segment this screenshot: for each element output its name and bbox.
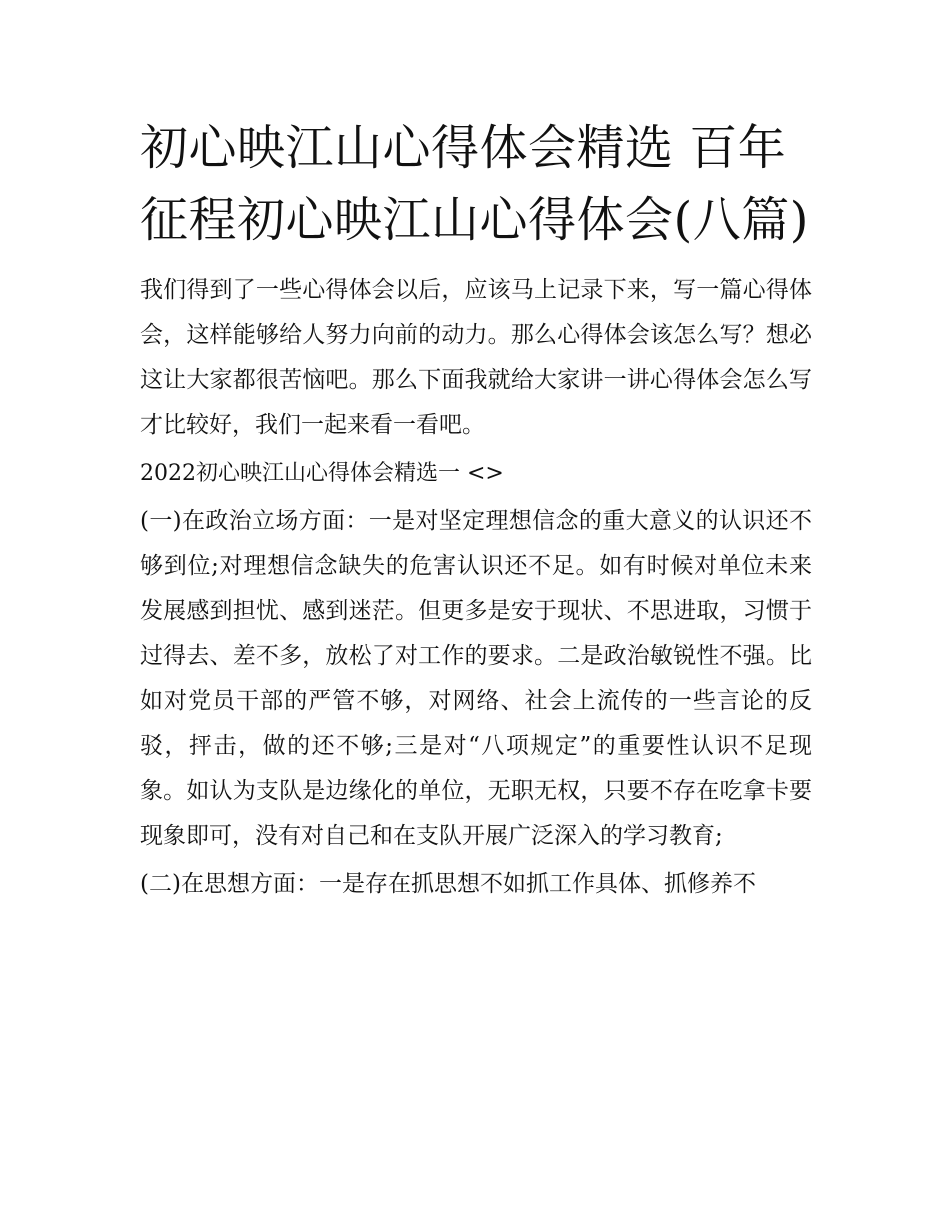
document-title: 初心映江山心得体会精选 百年征程初心映江山心得体会(八篇) bbox=[140, 120, 809, 248]
section-heading: 2022初心映江山心得体会精选一 <> bbox=[140, 461, 504, 486]
intro-paragraph: 我们得到了一些心得体会以后，应该马上记录下来，写一篇心得体会，这样能够给人努力向前的动力。那么心得体会该怎么写？想必这让大家都很苦恼吧。那么下面我就给大家讲一讲心得体会怎么写才比较好，我们一起来看一看吧。 bbox=[140, 277, 812, 438]
body-paragraph-2: (二)在思想方面：一是存在抓思想不如抓工作具体、抓修养不 bbox=[140, 871, 756, 897]
document-page bbox=[140, 112, 812, 907]
body-paragraph-1: (一)在政治立场方面：一是对坚定理想信念的重大意义的认识还不够到位;对理想信念缺失的危害认识还不足。如有时候对单位未来发展感到担忧、感到迷茫。但更多是安于现状、不思进取，习惯于过得去、差不多，放松了对工作的要求。二是政治敏锐性不强。比如对党员干部的严管不够，对网络、社会上流传的一些言论的反驳，抨击，做的还不够;三是对“八项规定”的重要性认识不足现象。如认为支队是边缘化的单位，无职无权，只要不存在吃拿卡要现象即可，没有对自己和在支队开展广泛深入的学习教育; bbox=[140, 508, 812, 849]
